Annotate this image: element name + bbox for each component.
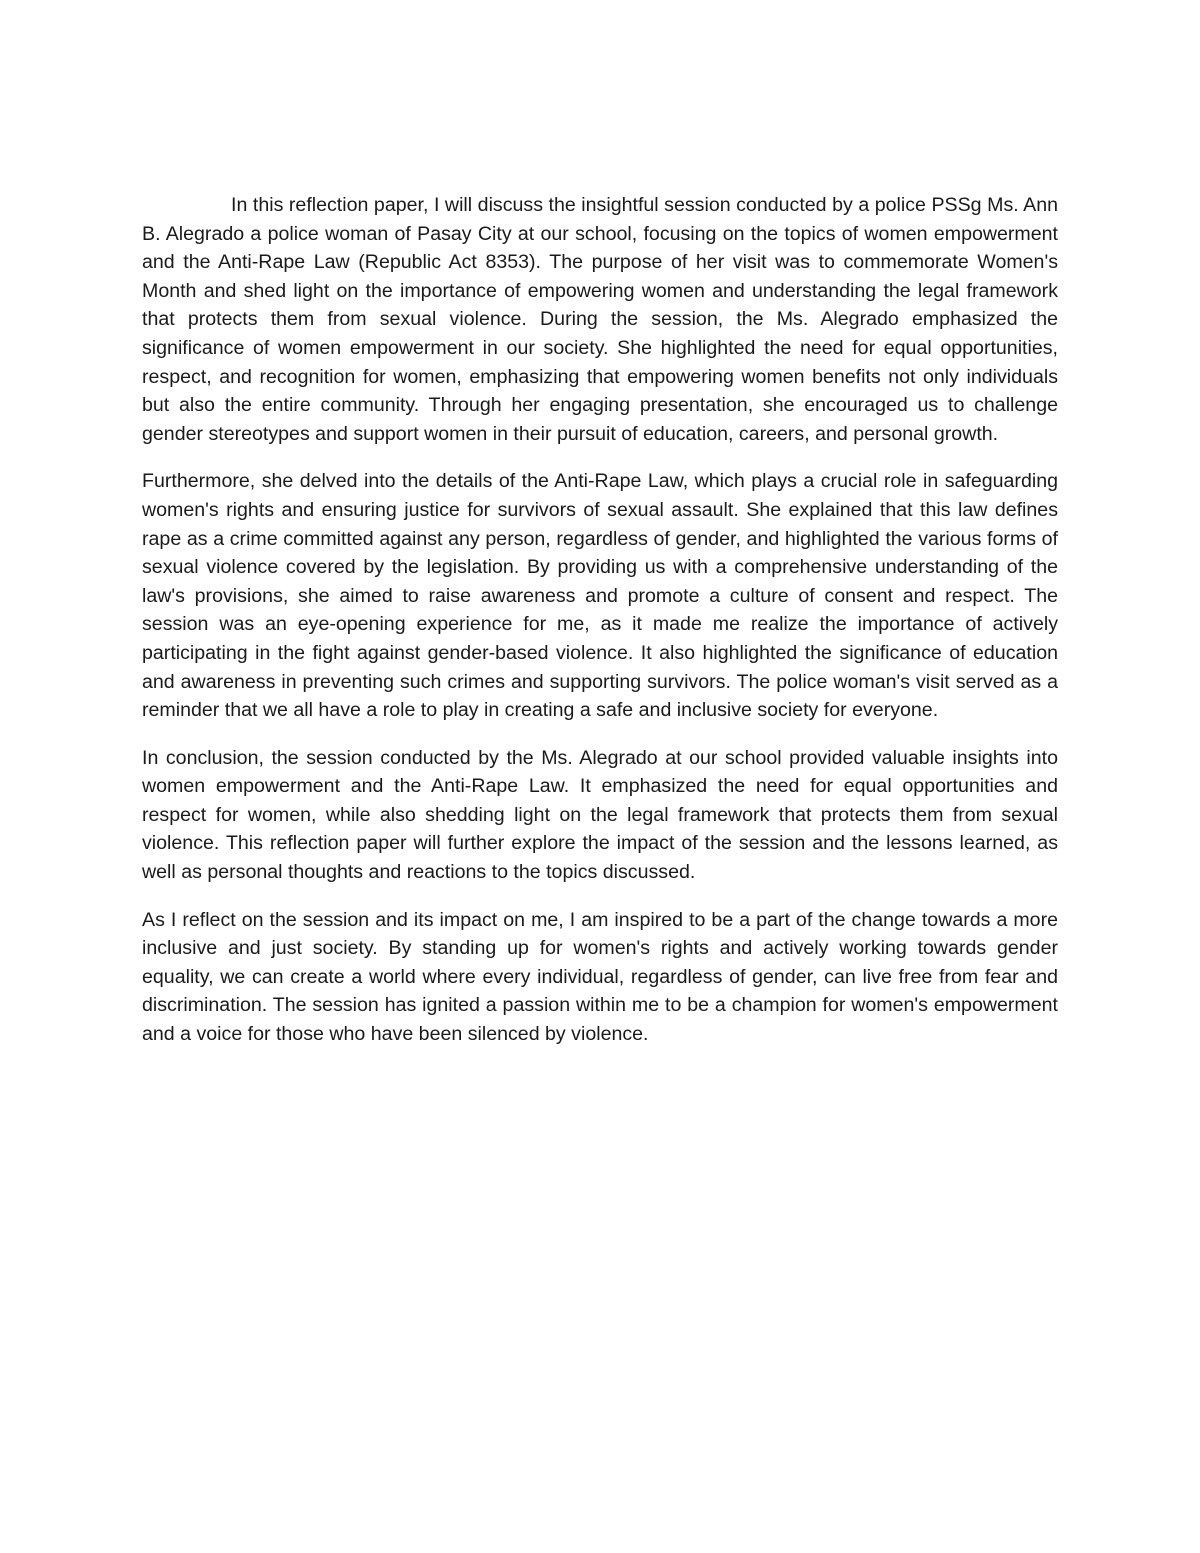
paragraph-anti-rape-law: Furthermore, she delved into the details of the Anti-Rape Law, which plays a crucial role in safeguarding women's rights and ensuring justice for survivors of sexual assault. She explained that this law defines rape as a crime committed against any person, regardless of gender, and highlighted the various forms of sexual violence covered by the legislation. By providing us with a comprehensive understanding of the law's provisions, she aimed to raise awareness and promote a culture of consent and respect. The session was an eye-opening experience for me, as it made me realize the importance of actively participating in the fight against gender-based violence. It also highlighted the significance of education and awareness in preventing such crimes and supporting survivors. The police woman's visit served as a reminder that we all have a role to play in creating a safe and inclusive society for everyone. bbox=[142, 470, 1058, 722]
paragraph-personal-reflection: As I reflect on the session and its impact on me, I am inspired to be a part of the change towards a more inclusive and just society. By standing up for women's rights and actively working towards gender equality, we can create a world where every individual, regardless of gender, can live free from fear and discrimination. The session has ignited a passion within me to be a champion for women's empowerment and a voice for those who have been silenced by violence. bbox=[142, 908, 1058, 1046]
paragraph-conclusion: In conclusion, the session conducted by the Ms. Alegrado at our school provided valuable insights into women empowerment and the Anti-Rape Law. It emphasized the need for equal opportunities and respect for women, while also shedding light on the legal framework that protects them from sexual violence. This reflection paper will further explore the impact of the session and the lessons learned, as well as personal thoughts and reactions to the topics discussed. bbox=[142, 746, 1058, 884]
document-body bbox=[142, 191, 1058, 1068]
paragraph-introduction: In this reflection paper, I will discuss the insightful session conducted by a police PSSg Ms. Ann B. Alegrado a police woman of Pasay City at our school, focusing on the topics of women empowerment and the Anti-Rape Law (Republic Act 8353). The purpose of her visit was to commemorate Women's Month and shed light on the importance of empowering women and understanding the legal framework that protects them from sexual violence. During the session, the Ms. Alegrado emphasized the significance of women empowerment in our society. She highlighted the need for equal opportunities, respect, and recognition for women, emphasizing that empowering women benefits not only individuals but also the entire community. Through her engaging presentation, she encouraged us to challenge gender stereotypes and support women in their pursuit of education, careers, and personal growth. bbox=[142, 194, 1058, 445]
